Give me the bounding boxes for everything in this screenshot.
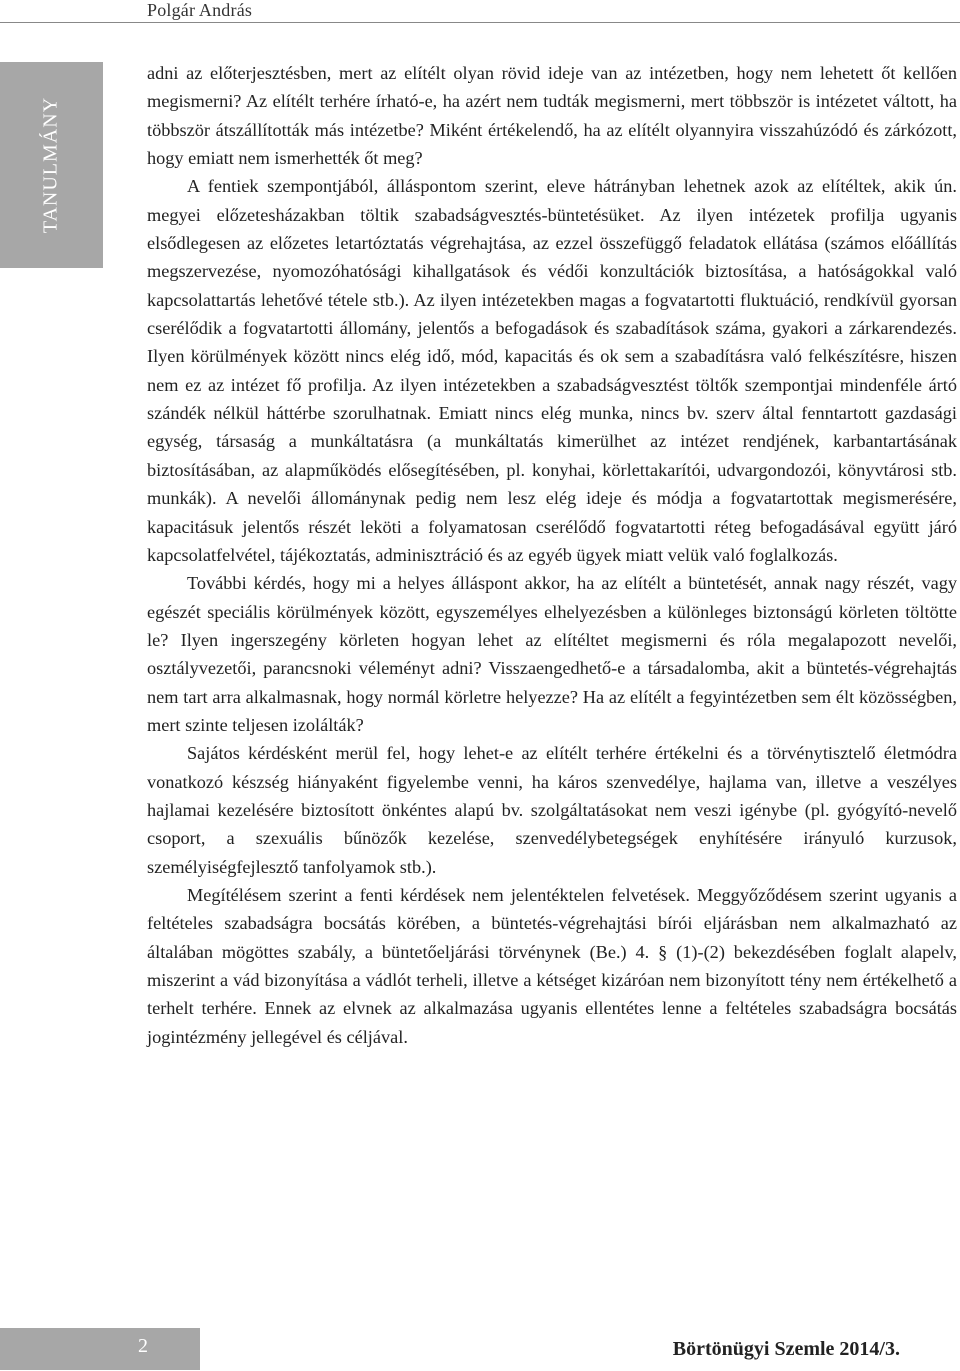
section-tab-label: TANULMÁNY [39, 96, 62, 234]
paragraph: Sajátos kérdésként merül fel, hogy lehet-e az elítélt terhére értékelni és a törvénytisztelő életmódra vonatkozó készség hiányaként figyelembe venni, ha káros szenvedélye, hajlama van, illetve a veszélyes hajlamai kezelésére biztosított önkéntes alapú bv. szolgáltatásokat nem veszi igénybe (pl. gyógyító-nevelő csoport, a szexuális bűnözők kezelése, szenvedélybetegségek enyhítésére irányuló kurzusok, személyiségfejlesztő tanfolyamok stb.). [147, 743, 957, 877]
article-body [147, 59, 957, 1051]
paragraph: További kérdés, hogy mi a helyes álláspont akkor, ha az elítélt a büntetését, annak nagy részét, vagy egészét speciális körülmények között, egyszemélyes elhelyezésben a különleges biztonságú körleten töltötte le? Ilyen ingerszegény körleten hogyan lehet az elítéltet megismerni és róla megalapozott nevelői, osztályvezetői, parancsnoki véleményt adni? Visszaengedhető-e a társadalomba, akit a büntetés-végrehajtás nem tart arra alkalmasnak, hogy normál körletre helyezze? Ha az elítélt a fegyintézetben sem élt közösségben, mert szinte teljesen izolálták? [147, 573, 957, 735]
paragraph: Megítélésem szerint a fenti kérdések nem jelentéktelen felvetések. Meggyőződésem szerint ugyanis a feltételes szabadságra bocsátás körében, a büntetés-végrehajtási bírói eljárásban nem alkalmazható az általában mögöttes szabály, a büntetőeljárási törvénynek (Be.) 4. § (1)-(2) bekezdésében foglalt alapelv, miszerint a vád bizonyítása a vádlót terheli, illetve a kétséget kizáróan nem bizonyított tény nem értékelhető a terhelt terhére. Ennek az elvnek az alkalmazása ugyanis ellentétes lenne a feltételes szabadságra bocsátás jogintézmény jellegével és céljával. [147, 884, 957, 1047]
page-number: 2 [138, 1335, 148, 1357]
paragraph: A fentiek szempontjából, álláspontom szerint, eleve hátrányban lehetnek azok az elítéltek, akik ún. megyei előzetesházakban töltik szabadságvesztés-büntetésüket. Az ilyen intézetek profilja ugyanis elsődlegesen az előzetes letartóztatás végrehajtása, az ezzel összefüggő feladatok ellátása (számos előállítás megszervezése, nyomozóhatósági kihallgatások és védői konzultációk biztosítása, a hatóságokkal való kapcsolattartás lehetővé tétele stb.). Az ilyen intézetekben magas a fogvatartotti fluktuáció, rendkívül gyorsan cserélődik a fogvatartotti állomány, jelentős a befogadások és szabadítások száma, gyakori a zárkarendezés. Ilyen körülmények között nincs elég idő, mód, kapacitás és ok sem a szabadításra való felkészítésre, hiszen nem ez az intézet fő profilja. Az ilyen intézetekben a szabadságvesztést töltők szempontjai mindenféle ártó szándék nélkül háttérbe szorulhatnak. Emiatt nincs elég munka, nincs bv. szerv által fenntartott gazdasági egység, társaság a munkáltatásra (a munkáltatás kimerülhet az intézet rendjének, karbantartásának biztosításában, az alapműködés elősegítésében, pl. konyhai, körlettakarítói, udvargondozói, könyvtárosi stb. munkák). A nevelői állománynak pedig nem lesz elég ideje és módja a fogvatartottak megismerésére, kapacitásuk jelentős részét leköti a folyamatosan cserélődő fogvatartotti réteg befogadásával együtt járó kapcsolatfelvétel, tájékoztatás, adminisztráció és az egyéb ügyek miatt velük való foglalkozás. [147, 176, 957, 565]
running-header-author: Polgár András [147, 0, 253, 20]
journal-title: Börtönügyi Szemle 2014/3. [672, 1338, 900, 1360]
paragraph: adni az előterjesztésben, mert az elítélt olyan rövid ideje van az intézetben, hogy nem lehetett őt kellően megismerni? Az elítélt terhére írható-e, ha azért nem tudták megismerni, mert többször is intézetet váltott, ha többször átszállították más intézetbe? Miként értékelendő, ha az elítélt olyannyira visszahúzódó és zárkózott, hogy emiatt nem ismerhették őt meg? [147, 63, 957, 169]
footer-page-bar [0, 1328, 200, 1370]
header-divider [0, 22, 960, 23]
